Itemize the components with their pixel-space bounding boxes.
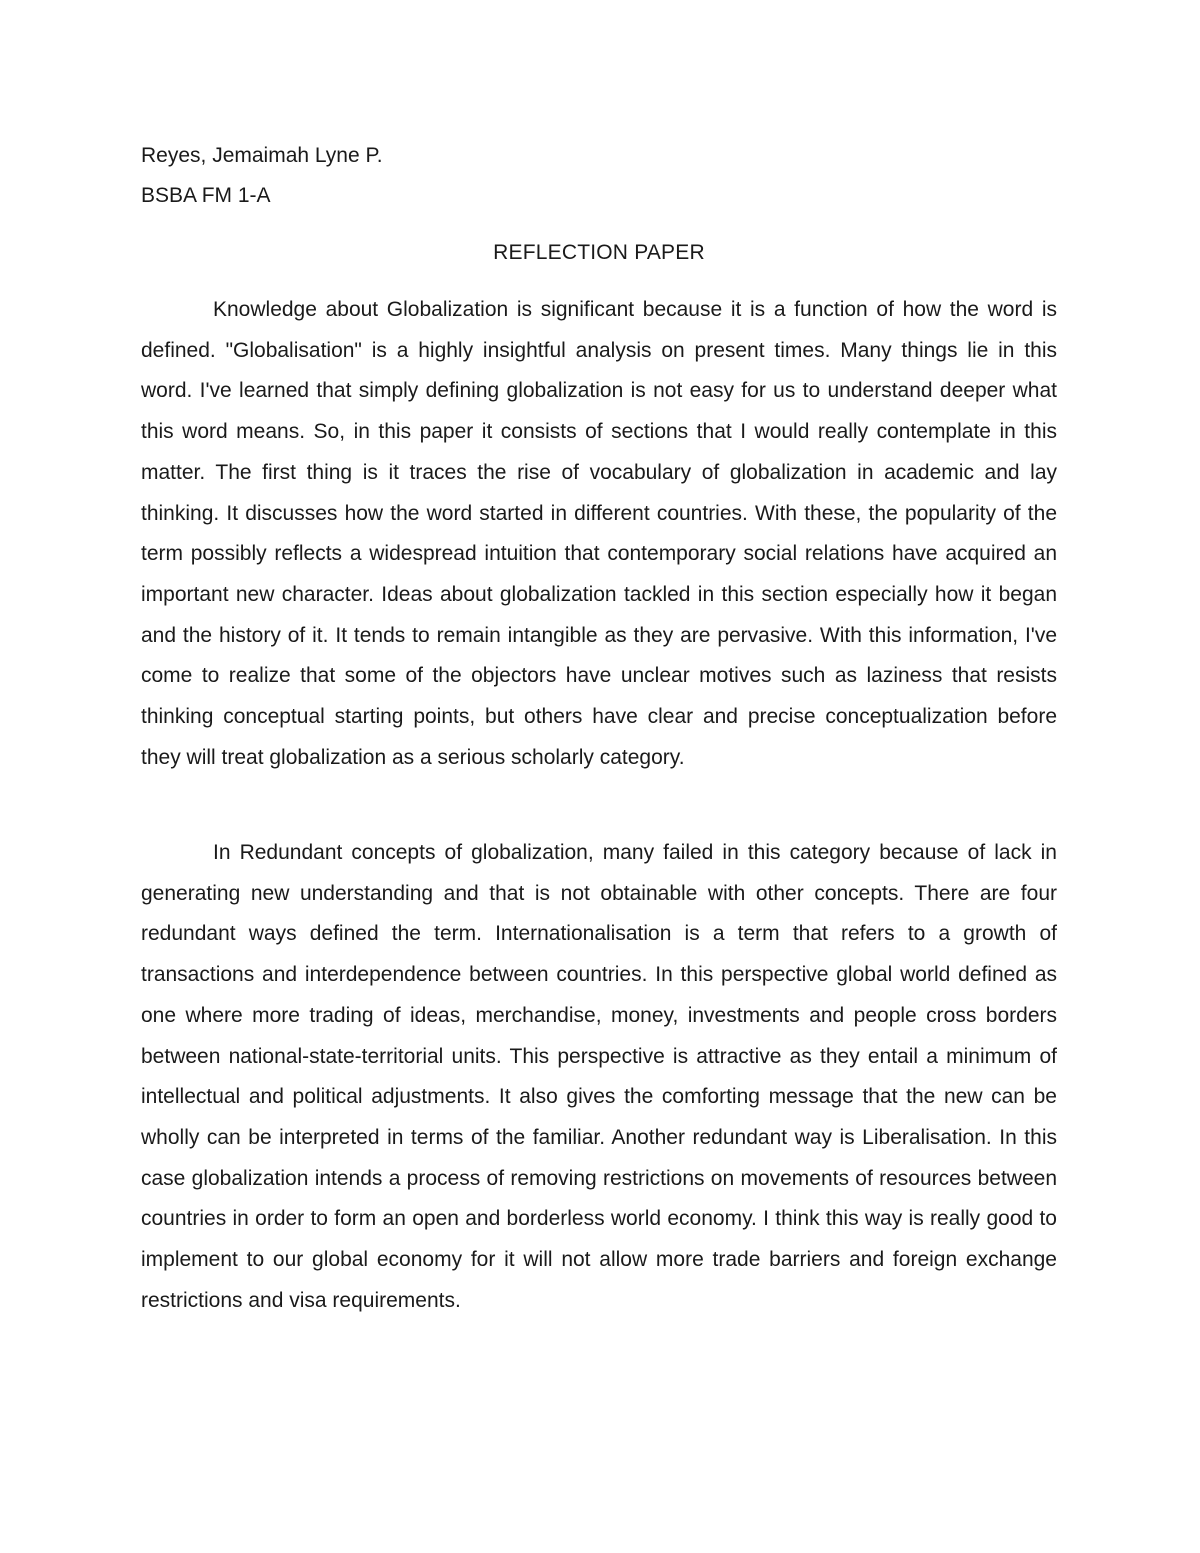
author-name: Reyes, Jemaimah Lyne P. xyxy=(141,144,383,167)
course-section: BSBA FM 1-A xyxy=(141,184,271,207)
paragraph-1: Knowledge about Globalization is significant because it is a function of how the word is defined. "Globalisation" is a highly insightful analysis on present times. Many things lie in this word. I've learned that simply defining globalization is not easy for us to understand deeper what this word means. So, in this paper it consists of sections that I would really contemplate in this matter. The first thing is it traces the rise of vocabulary of globalization in academic and lay thinking. It discusses how the word started in different countries. With these, the popularity of the term possibly reflects a widespread intuition that contemporary social relations have acquired an important new character. Ideas about globalization tackled in this section especially how it began and the history of it. It tends to remain intangible as they are pervasive. With this information, I've come to realize that some of the objectors have unclear motives such as laziness that resists thinking conceptual starting points, but others have clear and precise conceptualization before they will treat globalization as a serious scholarly category. xyxy=(141,298,1057,769)
page-title: REFLECTION PAPER xyxy=(493,241,705,264)
paragraph-2: In Redundant concepts of globalization, many failed in this category because of lack in generating new understanding and that is not obtainable with other concepts. There are four redundant ways defined the term. Internationalisation is a term that refers to a growth of transactions and interdependence between countries. In this perspective global world defined as one where more trading of ideas, merchandise, money, investments and people cross borders between national-state-territorial units. This perspective is attractive as they entail a minimum of intellectual and political adjustments. It also gives the comforting message that the new can be wholly can be interpreted in terms of the familiar. Another redundant way is Liberalisation. In this case globalization intends a process of removing restrictions on movements of resources between countries in order to form an open and borderless world economy. I think this way is really good to implement to our global economy for it will not allow more trade barriers and foreign exchange restrictions and visa requirements. xyxy=(141,841,1057,1312)
